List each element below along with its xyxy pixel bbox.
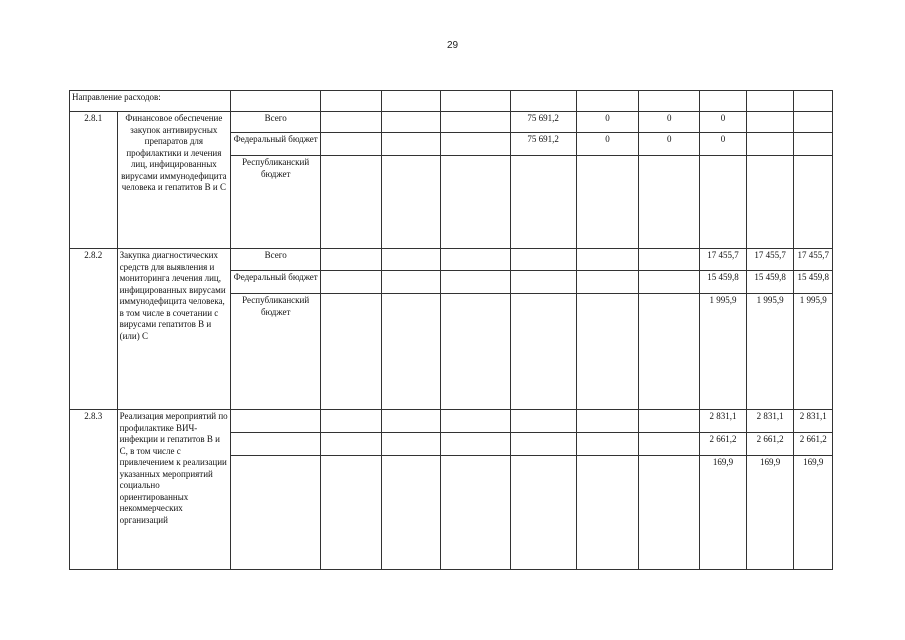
value-cell: 2 661,2 xyxy=(700,433,747,456)
value-cell xyxy=(576,249,639,271)
row-number: 2.8.3 xyxy=(70,410,118,570)
value-cell: 2 831,1 xyxy=(700,410,747,433)
budget-table xyxy=(69,90,833,570)
value-cell: 169,9 xyxy=(746,456,794,570)
value-cell: 1 995,9 xyxy=(700,294,747,410)
value-cell: 0 xyxy=(700,112,747,133)
direction-label: Направление расходов: xyxy=(70,91,231,112)
value-cell xyxy=(576,156,639,249)
value-cell xyxy=(639,410,700,433)
value-cell: 2 661,2 xyxy=(746,433,794,456)
value-cell: 1 995,9 xyxy=(746,294,794,410)
table-row xyxy=(70,410,833,433)
value-cell xyxy=(746,133,794,156)
value-cell: 0 xyxy=(700,133,747,156)
value-cell xyxy=(576,433,639,456)
value-cell xyxy=(510,249,576,271)
value-cell: 75 691,2 xyxy=(510,112,576,133)
value-cell xyxy=(510,433,576,456)
value-cell xyxy=(700,156,747,249)
value-cell xyxy=(576,271,639,294)
funding-source: Федеральный бюджет xyxy=(231,271,321,294)
value-cell xyxy=(576,294,639,410)
value-cell: 15 459,8 xyxy=(746,271,794,294)
value-cell: 169,9 xyxy=(794,456,833,570)
value-cell: 15 459,8 xyxy=(794,271,833,294)
value-cell: 17 455,7 xyxy=(746,249,794,271)
funding-source xyxy=(231,433,321,456)
value-cell xyxy=(510,156,576,249)
row-name: Реализация мероприятий по профилактике ВИЧ-инфекции и гепатитов В и С, в том числе с привлечением к реализации указанных мероприятий социально ориентированных некоммерческих организаций xyxy=(117,410,230,570)
value-cell: 75 691,2 xyxy=(510,133,576,156)
funding-source xyxy=(231,410,321,433)
value-cell: 17 455,7 xyxy=(700,249,747,271)
value-cell: 0 xyxy=(639,133,700,156)
value-cell xyxy=(639,456,700,570)
value-cell: 0 xyxy=(639,112,700,133)
funding-source: Федеральный бюджет xyxy=(231,133,321,156)
page-number: 29 xyxy=(446,40,459,51)
value-cell: 169,9 xyxy=(700,456,747,570)
value-cell xyxy=(639,156,700,249)
value-cell xyxy=(576,456,639,570)
value-cell: 15 459,8 xyxy=(700,271,747,294)
value-cell xyxy=(639,433,700,456)
value-cell xyxy=(510,271,576,294)
value-cell: 0 xyxy=(576,112,639,133)
row-name: Финансовое обеспечение закупок антивирусных препаратов для профилактики и лечения лиц, инфицированных вирусами иммунодефицита человека и гепатитов В и С xyxy=(117,112,230,249)
funding-source xyxy=(231,456,321,570)
funding-source: Республиканский бюджет xyxy=(231,294,321,410)
value-cell xyxy=(794,112,833,133)
value-cell xyxy=(639,249,700,271)
funding-source: Республиканский бюджет xyxy=(231,156,321,249)
table-header-row xyxy=(70,91,833,112)
value-cell: 2 661,2 xyxy=(794,433,833,456)
value-cell xyxy=(794,156,833,249)
value-cell: 2 831,1 xyxy=(794,410,833,433)
value-cell xyxy=(794,133,833,156)
value-cell xyxy=(576,410,639,433)
value-cell: 0 xyxy=(576,133,639,156)
table-row xyxy=(70,249,833,271)
value-cell xyxy=(510,294,576,410)
funding-source: Всего xyxy=(231,249,321,271)
value-cell xyxy=(746,156,794,249)
value-cell xyxy=(746,112,794,133)
value-cell: 17 455,7 xyxy=(794,249,833,271)
value-cell: 2 831,1 xyxy=(746,410,794,433)
row-name: Закупка диагностических средств для выявления и мониторинга лечения лиц, инфицированных вирусами иммунодефицита человека, в том числе в сочетании с вирусами гепатитов В и (или) С xyxy=(117,249,230,410)
funding-source: Всего xyxy=(231,112,321,133)
table-row xyxy=(70,112,833,133)
value-cell xyxy=(510,456,576,570)
value-cell xyxy=(510,410,576,433)
value-cell xyxy=(639,271,700,294)
value-cell xyxy=(639,294,700,410)
row-number: 2.8.2 xyxy=(70,249,118,410)
value-cell: 1 995,9 xyxy=(794,294,833,410)
row-number: 2.8.1 xyxy=(70,112,118,249)
